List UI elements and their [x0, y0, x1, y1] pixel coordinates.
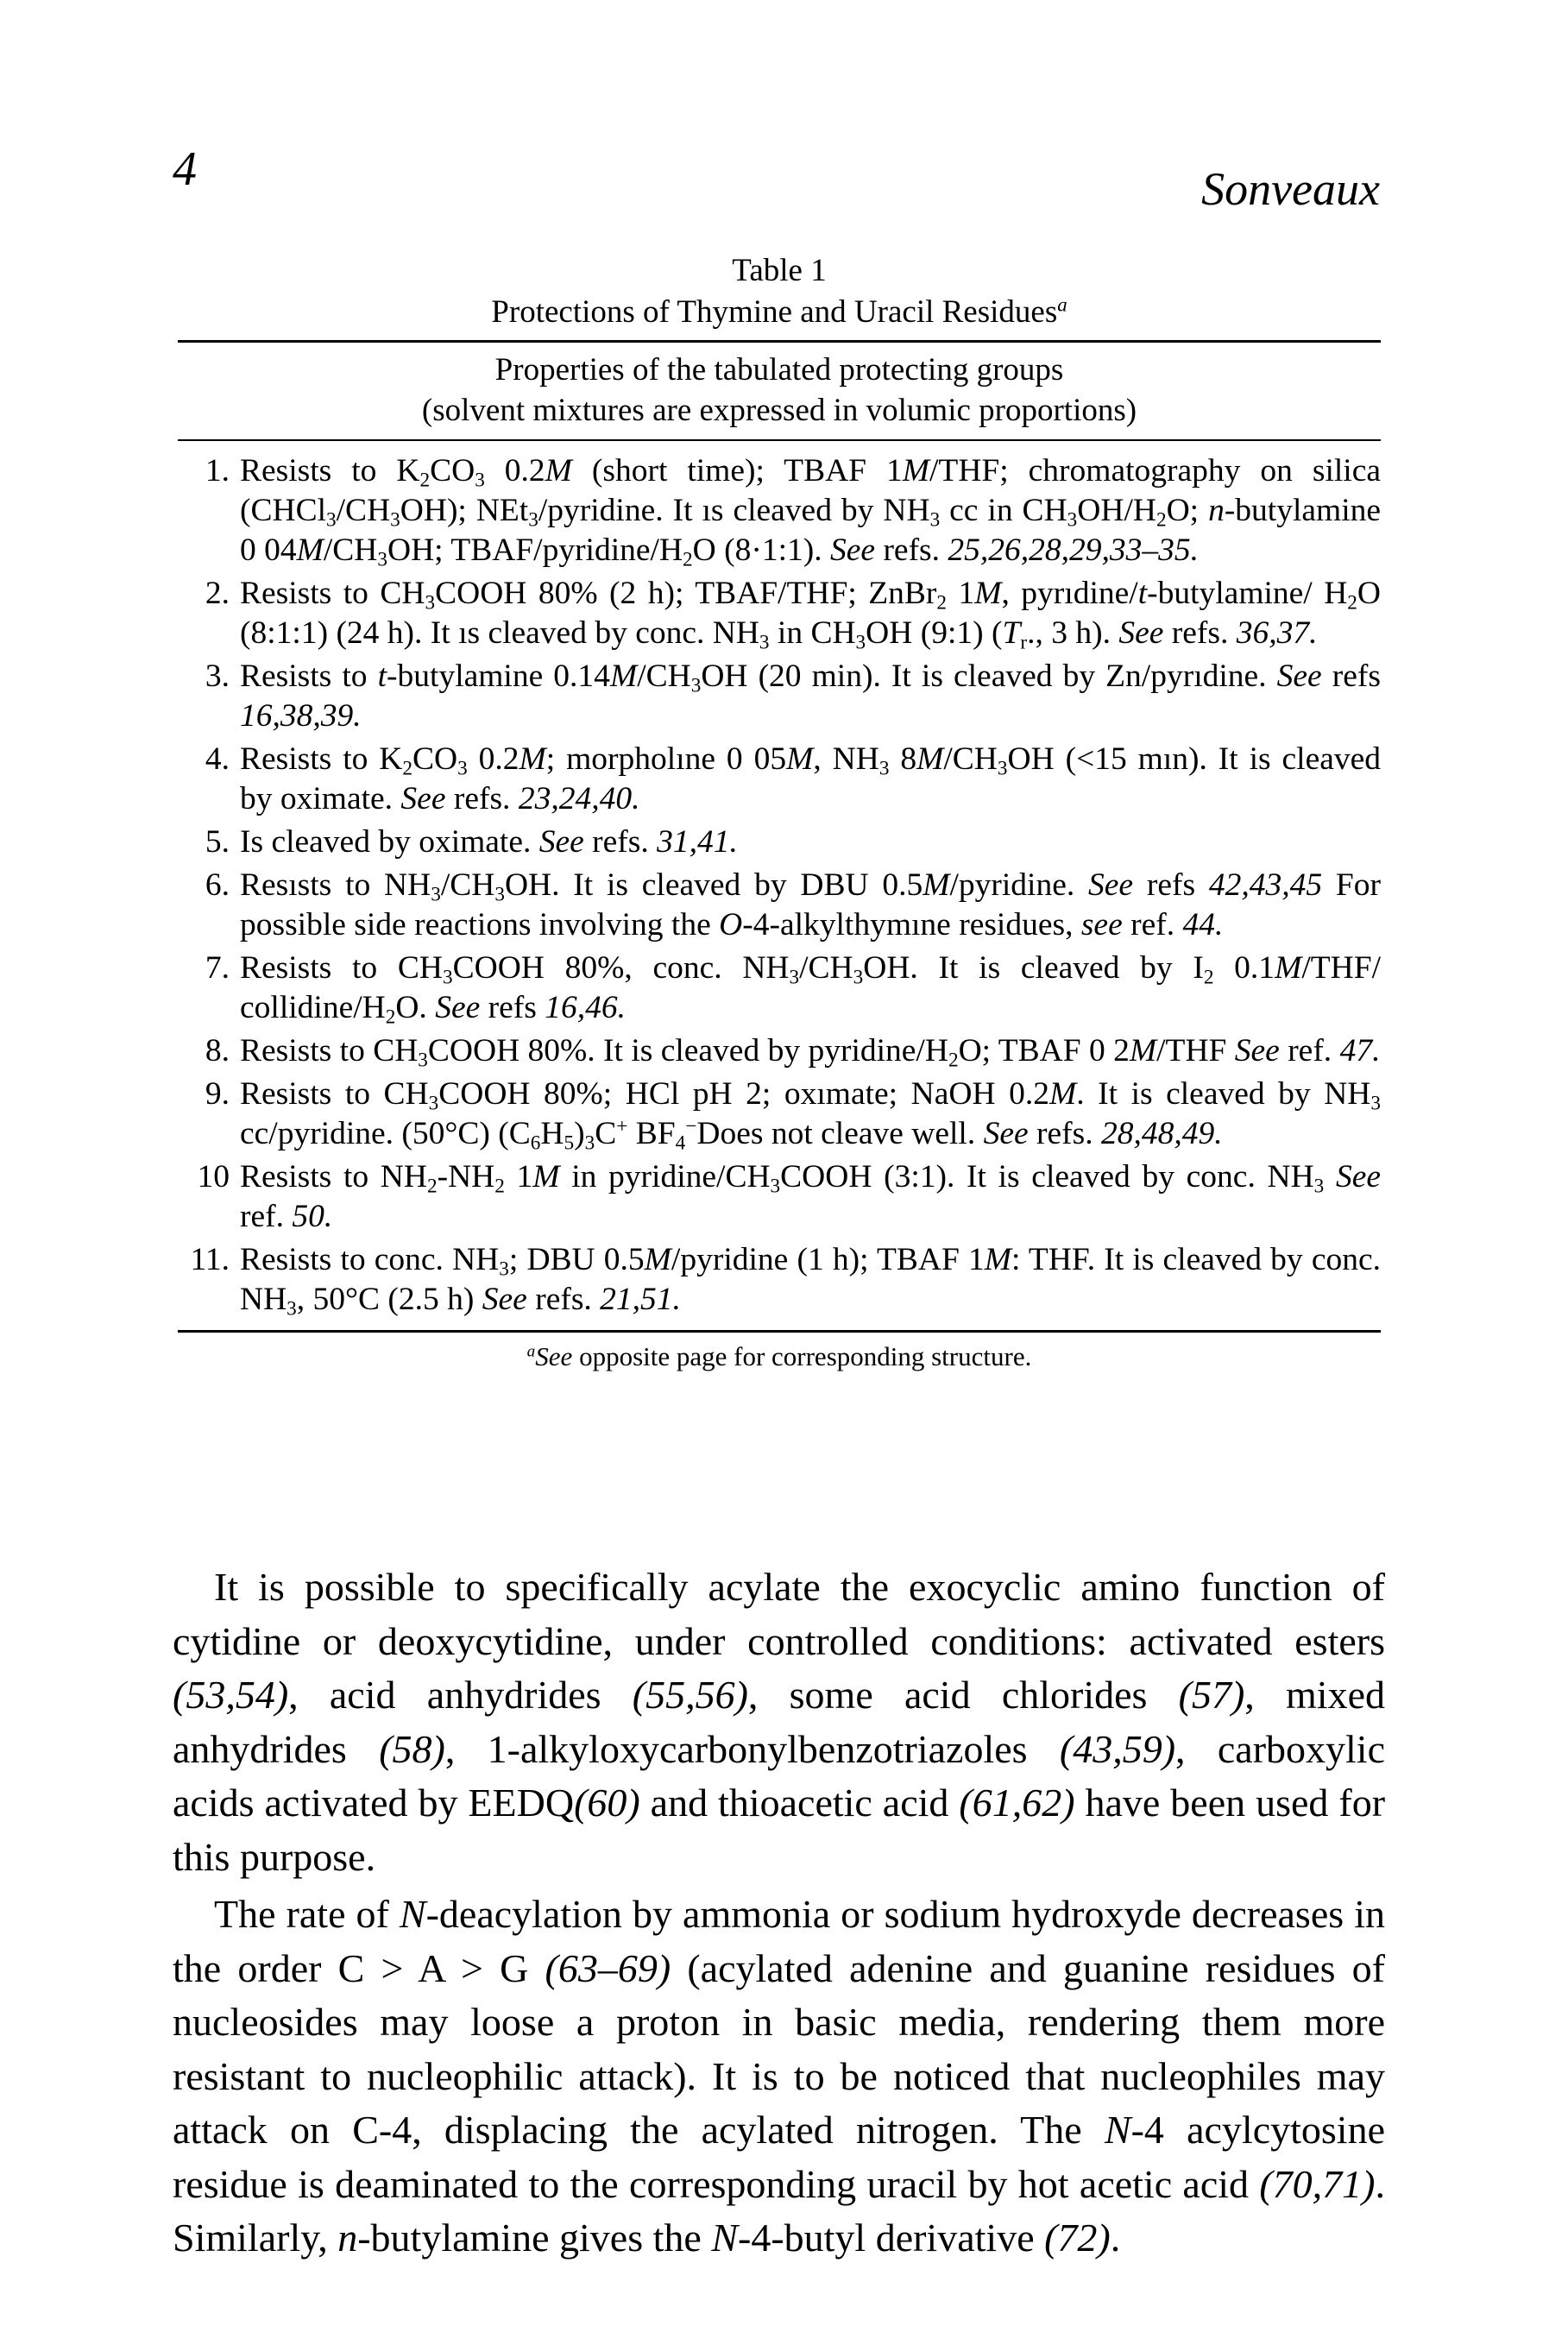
table-footnote: $^a$See opposite page for corresponding structure.	[526, 1341, 1032, 1371]
table-row: 5. Is cleaved by oximate. See refs. 31,41.	[205, 824, 738, 860]
running-head: Sonveaux	[1201, 163, 1380, 215]
table-row: 1. Resists to $K_2CO_3$ 0.2M (short time); TBAF 1M/THF; chromatography on silica $(CHCl_3/CH_3OH)$; NEt$_3$/pyridine. It ıs cleaved by $NH_3$ cc in $CH_3OH/H_2O$; n-butylamine 0 $04M/CH_3OH$; TBAF/$pyridine/H_2O$ (8·1:1). See refs. 25,26,28,29,33–35.	[205, 453, 1382, 571]
table-header	[178, 343, 1381, 439]
table-title: Protections of Thymine and Uracil Residues$^a$	[491, 293, 1067, 330]
table-row: 6. Resısts to $NH_3/CH_3OH$. It is cleaved by DBU 0.5M/pyridine. See refs 42,43,45 For possible side reactions involving the O-4-alkylthymıne residues, see ref. 44.	[205, 867, 1381, 942]
table-row: 11. Resists to conc. $NH_3$; DBU 0.5M/pyridine (1 h); TBAF 1M: THF. It is cleaved by conc. $NH_3$, 50°C (2.5 h) See refs. 21,51.	[190, 1242, 1381, 1321]
table-header-line: Properties of the tabulated protecting groups	[494, 352, 1064, 388]
table-bottom-rule	[178, 1330, 1381, 1333]
table-row: 9. Resists to $CH_3COOH$ 80%; HCl pH 2; oxımate; NaOH 0.2M. It is cleaved by $NH_3$ cc/pyridine. (50°C) $(C_6H_5)_3C^+$ $BF_4^-Does$ not cleave well. See refs. 28,48,49.	[205, 1076, 1381, 1155]
page-number: 4	[173, 142, 197, 196]
table-row: 8. Resists to $CH_3COOH$ 80%. It is cleaved by pyridine/$H_2O$; TBAF 0 2M/THF See ref. 47.	[205, 1033, 1381, 1072]
table-row: 3. Resists to t-butylamine $0.14M/CH_3OH$ (20 min). It is cleaved by Zn/pyrıdine. See refs 16,38,39.	[205, 659, 1381, 734]
table-row: 7. Resists to $CH_3COOH$ 80%, conc. $NH_3/CH_3OH$. It is cleaved by $I_2$ 0.1M/THF/ collidine/$H_2O$. See refs 16,46.	[205, 950, 1381, 1029]
table-row: 2. Resists to $CH_3COOH$ 80% (2 h); TBAF/THF; ZnBr$_2$ 1M, pyrıdine/t-butylamine/ $H_2O$ (8:1:1) (24 h). It ıs cleaved by conc. $NH_3$ in $CH_3OH$ (9:1) ($T_r$., 3 h). See refs. 36,37.	[205, 576, 1381, 654]
table-1	[178, 250, 1381, 1374]
table-header-line: (solvent mixtures are expressed in volumic proportions)	[421, 393, 1137, 428]
body-text	[173, 1560, 1385, 2269]
paragraph: It is possible to specifically acylate the exocyclic amino function of cytidine or deoxycytidine, under controlled conditions: activated esters (53,54), acid anhydrides (55,56), some acid chlorides (57), mixed anhydrides (58), 1-alkyloxycarbonylbenzotriazoles (43,59), carboxylic acids activated by EEDQ(60) and thioacetic acid (61,62) have been used for this purpose.	[173, 1565, 1386, 1879]
table-row: 10 Resists to $NH_2-NH_2$ 1M in pyridine/$CH_3COOH$ (3:1). It is cleaved by conc. $NH_3$ See ref. 50.	[197, 1159, 1382, 1234]
table-label: Table 1	[732, 253, 827, 288]
table-rows	[178, 441, 1381, 1330]
table-row: 4. Resists to $K_2CO_3$ 0.2M; morpholıne 0 05M, $NH_3$ $8M/CH_3OH$ (<15 mın). It is cleaved by oximate. See refs. 23,24,40.	[205, 741, 1382, 816]
paragraph: The rate of N-deacylation by ammonia or sodium hydroxyde decreases in the order C > A > G (63–69) (acylated adenine and guanine residues of nucleosides may loose a proton in basic media, rendering them more resistant to nucleophilic attack). It is to be noticed that nucleophiles may attack on C-4, displacing the acylated nitrogen. The N-4 acylcytosine residue is deaminated to the corresponding uracil by hot acetic acid (70,71). Similarly, n-butylamine gives the N-4-butyl derivative (72).	[173, 1892, 1386, 2260]
